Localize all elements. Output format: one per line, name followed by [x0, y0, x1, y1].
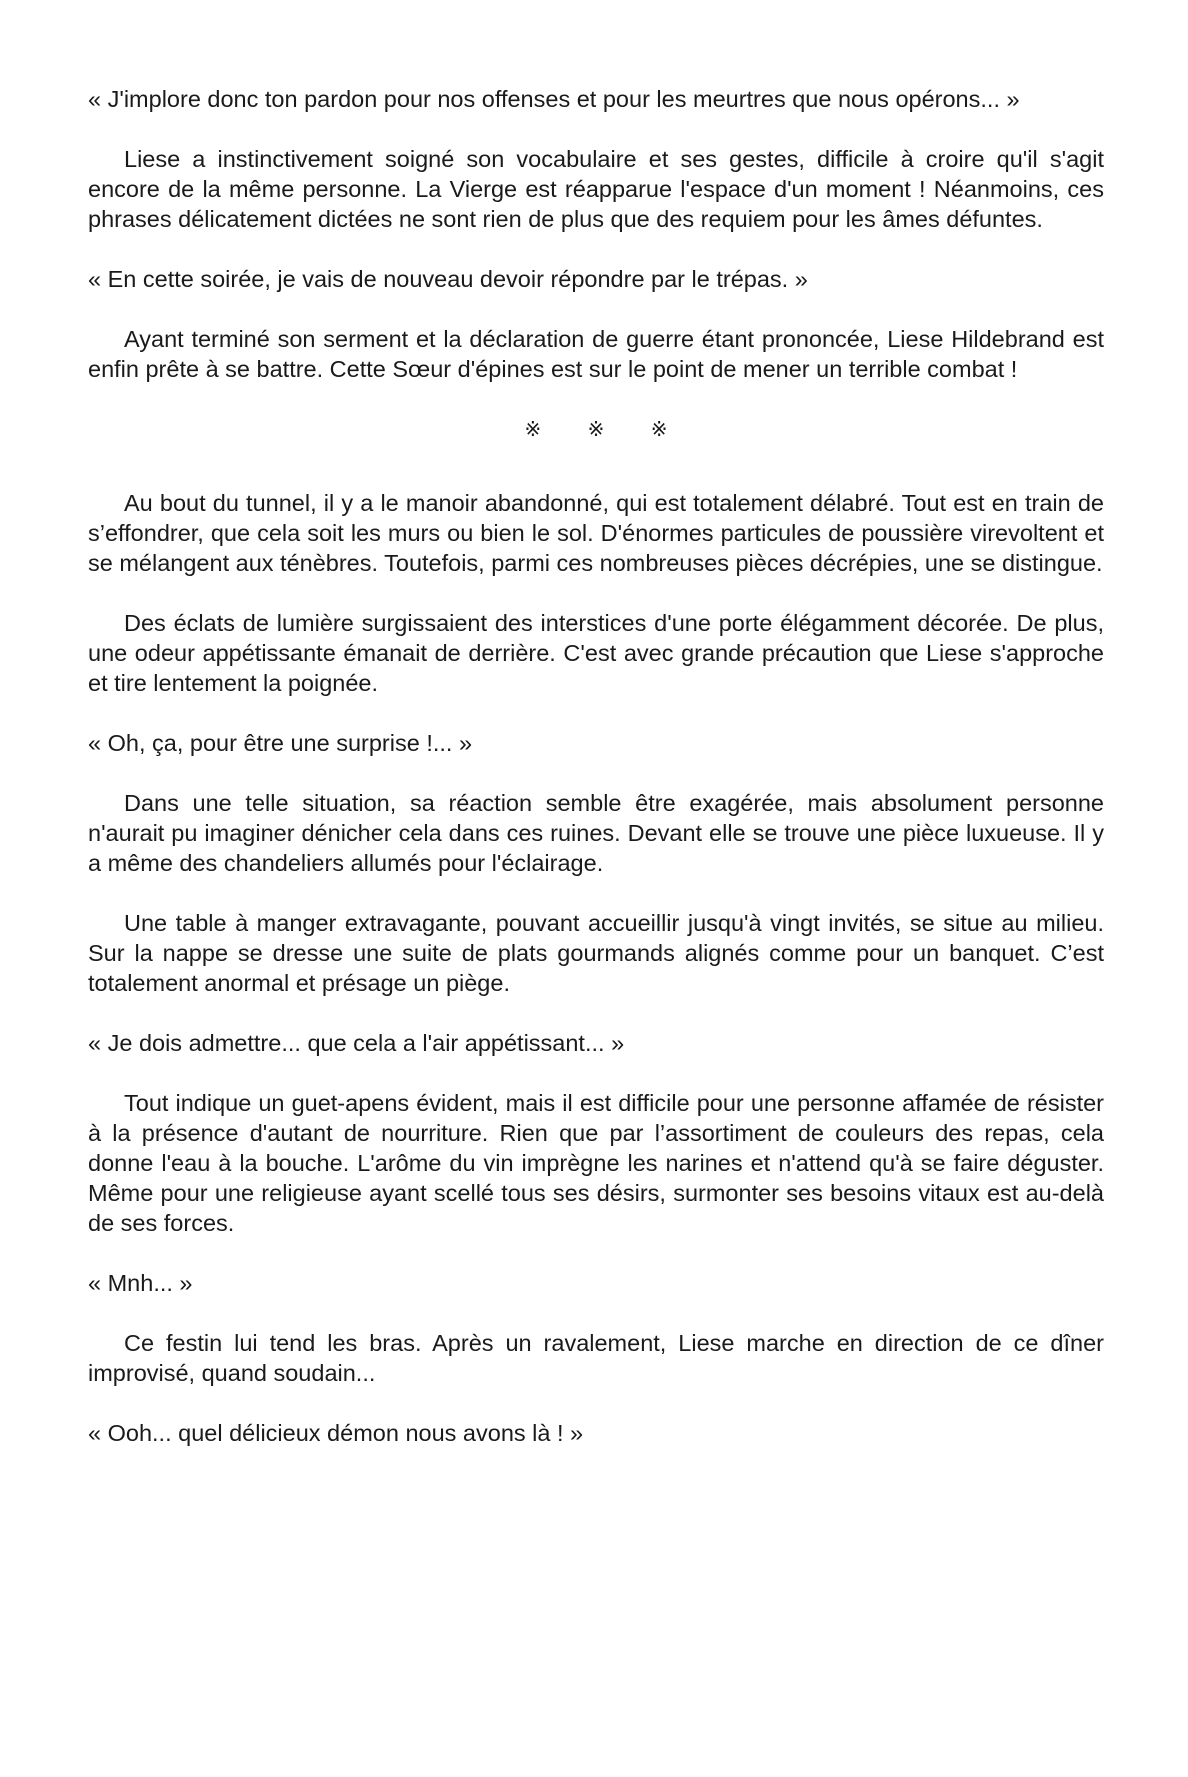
paragraph: Ce festin lui tend les bras. Après un ravalement, Liese marche en direction de ce dîner improvisé, quand soudain... [88, 1330, 1104, 1386]
paragraph: Tout indique un guet-apens évident, mais il est difficile pour une personne affamée de résister à la présence d'autant de nourriture. Rien que par l’assortiment de couleurs des repas, cela donne l'eau à la bouche. L'arôme du vin imprègne les narines et n'attend qu'à se faire déguster. Même pour une religieuse ayant scellé tous ses désirs, surmonter ses besoins vitaux est au-delà de ses forces. [88, 1090, 1104, 1236]
dialogue-line: « Mnh... » [88, 1270, 193, 1296]
separator-mark: ※ [650, 417, 668, 441]
dialogue-line: « Je dois admettre... que cela a l'air appétissant... » [88, 1030, 625, 1056]
separator-mark: ※ [524, 417, 542, 441]
paragraph: Dans une telle situation, sa réaction semble être exagérée, mais absolument personne n'aurait pu imaginer dénicher cela dans ces ruines. Devant elle se trouve une pièce luxueuse. Il y a même des chandeliers allumés pour l'éclairage. [88, 790, 1104, 876]
document-page [88, 84, 1104, 1478]
dialogue-line: « J'implore donc ton pardon pour nos offenses et pour les meurtres que nous opérons... » [88, 86, 1020, 112]
dialogue-line: « Ooh... quel délicieux démon nous avons là ! » [88, 1420, 584, 1446]
paragraph: Liese a instinctivement soigné son vocabulaire et ses gestes, difficile à croire qu'il s'agit encore de la même personne. La Vierge est réapparue l'espace d'un moment ! Néanmoins, ces phrases délicatement dictées ne sont rien de plus que des requiem pour les âmes défuntes. [88, 146, 1104, 232]
paragraph: Au bout du tunnel, il y a le manoir abandonné, qui est totalement délabré. Tout est en train de s’effondrer, que cela soit les murs ou bien le sol. D'énormes particules de poussière virevoltent et se mélangent aux ténèbres. Toutefois, parmi ces nombreuses pièces décrépies, une se distingue. [88, 490, 1104, 576]
paragraph: Des éclats de lumière surgissaient des interstices d'une porte élégamment décorée. De plus, une odeur appétissante émanait de derrière. C'est avec grande précaution que Liese s'approche et tire lentement la poignée. [88, 610, 1104, 696]
paragraph: Une table à manger extravagante, pouvant accueillir jusqu'à vingt invités, se situe au milieu. Sur la nappe se dresse une suite de plats gourmands alignés comme pour un banquet. C’est totalement anormal et présage un piège. [88, 910, 1104, 996]
separator-mark: ※ [587, 417, 605, 441]
dialogue-line: « En cette soirée, je vais de nouveau devoir répondre par le trépas. » [88, 266, 808, 292]
paragraph: Ayant terminé son serment et la déclaration de guerre étant prononcée, Liese Hildebrand est enfin prête à se battre. Cette Sœur d'épines est sur le point de mener un terrible combat ! [88, 326, 1104, 382]
scene-separator [88, 414, 1104, 444]
dialogue-line: « Oh, ça, pour être une surprise !... » [88, 730, 473, 756]
